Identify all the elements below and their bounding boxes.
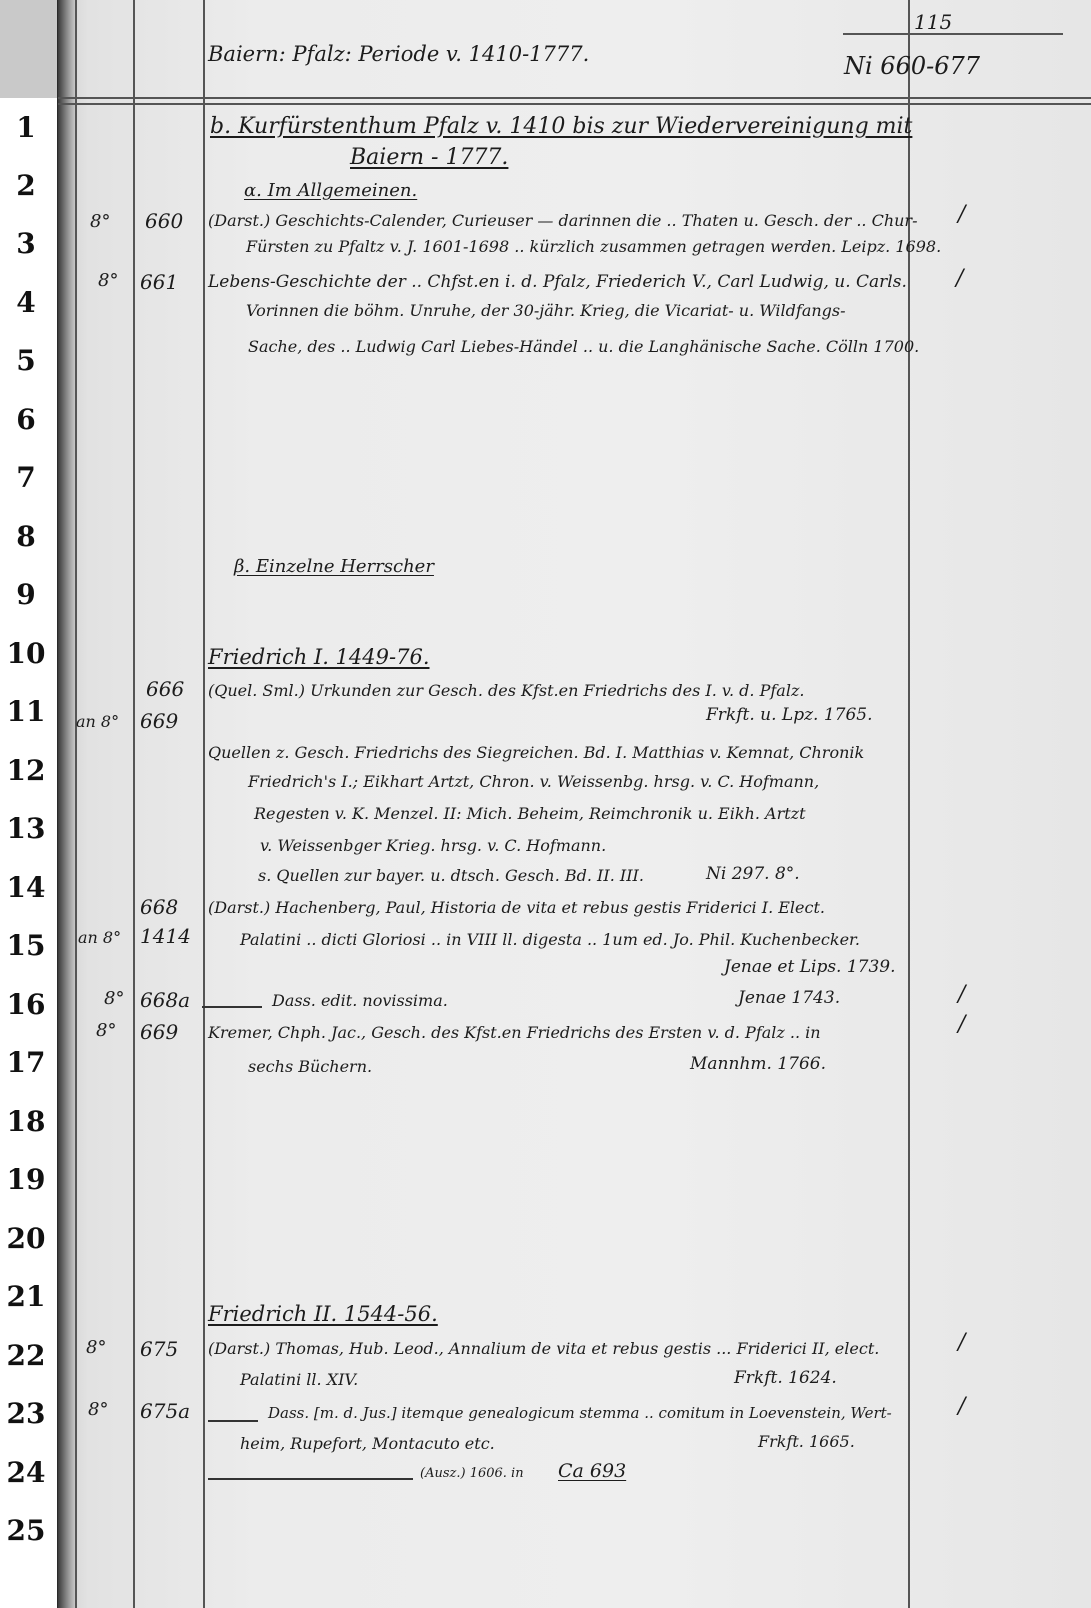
entry-number: 660 bbox=[145, 209, 184, 233]
entry-format: 8° bbox=[96, 1020, 117, 1041]
page-title: Baiern: Pfalz: Periode v. 1410-1777. bbox=[208, 42, 590, 66]
check-mark: / bbox=[958, 1012, 966, 1037]
line-number: 12 bbox=[6, 754, 46, 787]
line-number: 8 bbox=[16, 520, 36, 553]
line-number: 21 bbox=[6, 1280, 46, 1313]
header-rule-double bbox=[58, 103, 1091, 105]
ditto-dash bbox=[208, 1478, 413, 1480]
entry-text: Friedrich's I.; Eikhart Artzt, Chron. v. Weissenbg. hrsg. v. C. Hofmann, bbox=[248, 772, 820, 791]
page-edge-line bbox=[75, 0, 77, 1608]
entry-number: 666 bbox=[146, 677, 185, 701]
entry-number: 668a bbox=[140, 988, 191, 1012]
entry-text: Regesten v. K. Menzel. II: Mich. Beheim, Reimchronik u. Eikh. Artzt bbox=[254, 804, 806, 823]
entry-number-alt: 1414 bbox=[140, 924, 191, 948]
page-number-rule bbox=[843, 33, 1063, 35]
entry-text: s. Quellen zur bayer. u. dtsch. Gesch. Bd. II. III. bbox=[258, 866, 644, 885]
entry-text: Sache, des .. Ludwig Carl Liebes-Händel .. u. die Langhänische Sache. Cölln 1700. bbox=[248, 337, 920, 356]
entry-format: 8° bbox=[88, 1399, 109, 1420]
entry-number: 669 bbox=[140, 1020, 179, 1044]
subheading-rulers: β. Einzelne Herrscher bbox=[234, 556, 434, 577]
entry-imprint: Mannhm. 1766. bbox=[690, 1054, 826, 1074]
entry-text: Dass. edit. novissima. bbox=[272, 991, 448, 1010]
line-number: 14 bbox=[6, 871, 46, 904]
entry-number: 669 bbox=[140, 709, 179, 733]
line-number: 10 bbox=[6, 637, 46, 670]
line-number: 1 bbox=[16, 111, 36, 144]
check-mark: / bbox=[958, 982, 966, 1007]
page-number: 115 bbox=[914, 10, 953, 34]
entry-imprint: Jenae 1743. bbox=[738, 988, 841, 1008]
line-number: 13 bbox=[6, 812, 46, 845]
ledger-page bbox=[58, 0, 1091, 1608]
entry-imprint: Jenae et Lips. 1739. bbox=[724, 957, 896, 977]
check-mark: / bbox=[956, 266, 964, 291]
ruler-heading: Friedrich I. 1449-76. bbox=[208, 645, 430, 669]
entry-format: 8° bbox=[104, 988, 125, 1009]
ditto-dash bbox=[208, 1420, 258, 1422]
line-number: 4 bbox=[16, 286, 36, 319]
check-mark: / bbox=[958, 1330, 966, 1355]
line-number: 24 bbox=[6, 1456, 46, 1489]
line-number: 20 bbox=[6, 1222, 46, 1255]
entry-text: (Darst.) Geschichts-Calender, Curieuser — darinnen die .. Thaten u. Gesch. der .. Chur- bbox=[208, 211, 918, 230]
entry-text: (Darst.) Thomas, Hub. Leod., Annalium de vita et rebus gestis ... Friderici II, elect. bbox=[208, 1339, 880, 1358]
subheading-general: α. Im Allgemeinen. bbox=[244, 180, 418, 201]
ditto-dash bbox=[202, 1006, 262, 1008]
line-number: 19 bbox=[6, 1163, 46, 1196]
line-number: 5 bbox=[16, 344, 36, 377]
entry-reference: Ni 297. 8°. bbox=[706, 864, 800, 884]
line-number: 2 bbox=[16, 169, 36, 202]
line-number: 17 bbox=[6, 1046, 46, 1079]
entry-text: heim, Rupefort, Montacuto etc. bbox=[240, 1434, 495, 1453]
entry-text: Palatini ll. XIV. bbox=[240, 1370, 359, 1389]
header-rule bbox=[58, 97, 1091, 99]
line-number: 16 bbox=[6, 988, 46, 1021]
line-number: 9 bbox=[16, 578, 36, 611]
line-number: 7 bbox=[16, 461, 36, 494]
entry-text: Quellen z. Gesch. Friedrichs des Siegreichen. Bd. I. Matthias v. Kemnat, Chronik bbox=[208, 743, 865, 762]
entry-imprint: Frkft. u. Lpz. 1765. bbox=[706, 705, 873, 725]
line-number: 15 bbox=[6, 929, 46, 962]
entry-imprint: Frkft. 1624. bbox=[734, 1368, 837, 1388]
entry-text: Vorinnen die böhm. Unruhe, der 30-jähr. Krieg, die Vicariat- u. Wildfangs- bbox=[246, 301, 846, 320]
entry-number: 675 bbox=[140, 1337, 179, 1361]
gutter-header-block bbox=[0, 0, 57, 98]
entry-text: v. Weissenbger Krieg. hrsg. v. C. Hofmann. bbox=[260, 836, 607, 855]
section-heading-continued: Baiern - 1777. bbox=[350, 145, 509, 170]
entry-imprint: Frkft. 1665. bbox=[758, 1432, 855, 1451]
line-number: 22 bbox=[6, 1339, 46, 1372]
entry-format: 8° bbox=[86, 1337, 107, 1358]
entry-text: sechs Büchern. bbox=[248, 1057, 373, 1076]
entry-format: an 8° bbox=[78, 928, 122, 947]
entry-format: 8° bbox=[90, 211, 111, 232]
entry-text: Kremer, Chph. Jac., Gesch. des Kfst.en Friedrichs des Ersten v. d. Pfalz .. in bbox=[208, 1023, 821, 1042]
shelfmark: Ni 660-677 bbox=[844, 52, 981, 80]
check-mark: / bbox=[958, 1394, 966, 1419]
entry-text: (Darst.) Hachenberg, Paul, Historia de vita et rebus gestis Friderici I. Elect. bbox=[208, 898, 825, 917]
line-number: 6 bbox=[16, 403, 36, 436]
entry-text: Fürsten zu Pfaltz v. J. 1601-1698 .. kürzlich zusammen getragen werden. Leipz. 1698. bbox=[246, 237, 942, 256]
line-number: 18 bbox=[6, 1105, 46, 1138]
ruler-heading: Friedrich II. 1544-56. bbox=[208, 1302, 438, 1326]
line-number: 25 bbox=[6, 1514, 46, 1547]
note-reference: Ca 693 bbox=[558, 1460, 627, 1482]
entry-text: Lebens-Geschichte der .. Chfst.en i. d. Pfalz, Friederich V., Carl Ludwig, u. Carls. bbox=[208, 272, 907, 292]
entry-text: Palatini .. dicti Gloriosi .. in VIII ll. digesta .. 1um ed. Jo. Phil. Kuchenbecker. bbox=[240, 930, 861, 949]
format-column-line bbox=[133, 0, 135, 1608]
line-number: 3 bbox=[16, 227, 36, 260]
check-mark: / bbox=[958, 202, 966, 227]
entry-text: (Quel. Sml.) Urkunden zur Gesch. des Kfst.en Friedrichs des I. v. d. Pfalz. bbox=[208, 681, 805, 700]
note-text: (Ausz.) 1606. in bbox=[420, 1466, 524, 1481]
section-heading: b. Kurfürstenthum Pfalz v. 1410 bis zur Wiedervereinigung mit bbox=[210, 114, 913, 139]
entry-format: 8° bbox=[98, 270, 119, 291]
line-number: 11 bbox=[6, 695, 46, 728]
entry-number: 661 bbox=[140, 270, 179, 294]
entry-format: an 8° bbox=[76, 712, 120, 731]
number-column-line bbox=[203, 0, 205, 1608]
line-number: 23 bbox=[6, 1397, 46, 1430]
entry-text: Dass. [m. d. Jus.] itemque genealogicum stemma .. comitum in Loevenstein, Wert- bbox=[268, 1404, 892, 1422]
entry-number: 668 bbox=[140, 895, 179, 919]
entry-number: 675a bbox=[140, 1399, 191, 1423]
